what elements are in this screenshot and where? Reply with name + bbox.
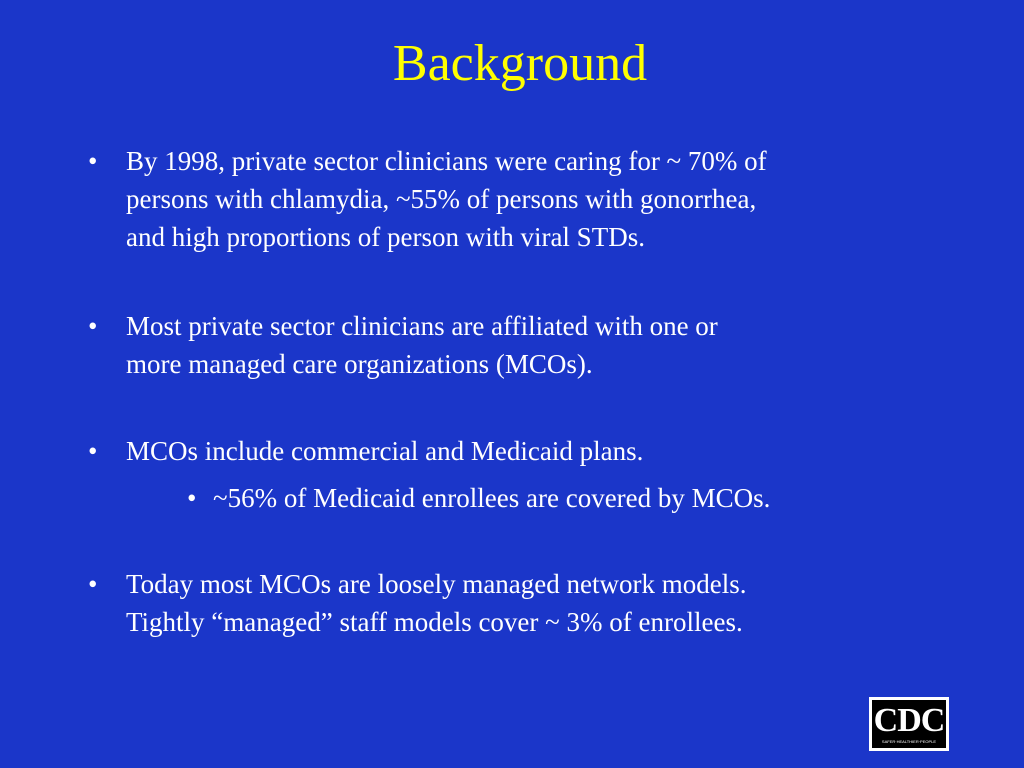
bullet-marker: • (88, 311, 98, 341)
bullet-line: MCOs include commercial and Medicaid plans. (126, 436, 644, 466)
bullet-line: Tightly “managed” staff models cover ~ 3% of enrollees. (126, 607, 743, 637)
slide-title: Background (392, 35, 648, 92)
bullet-marker: • (88, 146, 98, 176)
bullet-text (126, 307, 718, 383)
bullet-marker: • (88, 569, 98, 599)
bullet-text (126, 432, 643, 470)
bullet-line: By 1998, private sector clinicians were caring for ~ 70% of (126, 146, 767, 176)
cdc-logo-box (872, 700, 946, 748)
sub-bullet-marker: • (187, 483, 197, 513)
cdc-logo-tagline: SAFER·HEALTHIER·PEOPLE (881, 739, 937, 744)
bullet-line: persons with chlamydia, ~55% of persons with gonorrhea, (126, 184, 757, 214)
bullet-line: more managed care organizations (MCOs). (126, 349, 593, 379)
cdc-logo-text: CDC (873, 702, 945, 739)
bullet-line: Today most MCOs are loosely managed network models. (126, 569, 747, 599)
bullet-line: and high proportions of person with viral STDs. (126, 222, 645, 252)
cdc-logo (869, 697, 949, 751)
sub-bullet-text: ~56% of Medicaid enrollees are covered by MCOs. (213, 483, 771, 513)
bullet-text (126, 565, 747, 641)
bullet-marker: • (88, 436, 98, 466)
bullet-line: Most private sector clinicians are affiliated with one or (126, 311, 718, 341)
bullet-text (126, 142, 767, 256)
